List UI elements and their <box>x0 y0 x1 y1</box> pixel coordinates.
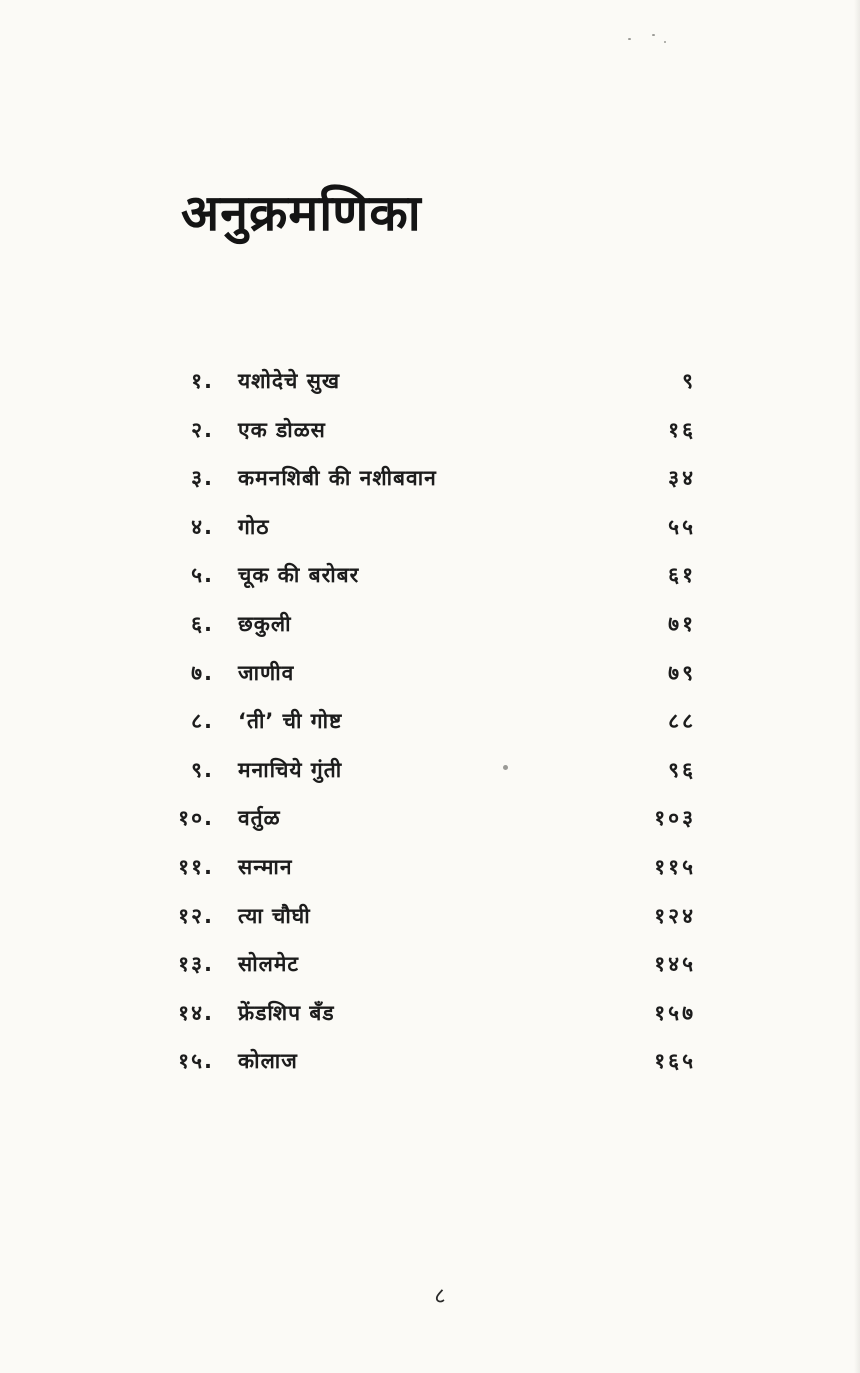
toc-entry <box>160 412 700 461</box>
paper-speck <box>664 41 666 43</box>
toc-entry-page: १६५ <box>654 1049 696 1074</box>
toc-entry-title: यशोदेचे सुख <box>238 369 341 393</box>
toc-entry-page: १२४ <box>654 903 696 928</box>
toc-entry-number: २. <box>191 417 214 442</box>
toc-entry-title: चूक की बरोबर <box>238 563 360 588</box>
toc-entry-title: सन्मान <box>238 854 293 879</box>
toc-entry-number: ६. <box>191 611 214 636</box>
toc-entry-title: कमनशिबी की नशीबवान <box>238 466 437 491</box>
toc-entry-page: १५७ <box>654 1000 696 1025</box>
toc-entry-number: १५. <box>178 1049 214 1074</box>
toc-entry-number: १. <box>191 369 214 393</box>
toc-entry-title: त्या चौघी <box>238 903 311 928</box>
toc-entry-number: ३. <box>191 466 214 491</box>
toc-entry-number: १०. <box>178 806 214 831</box>
toc-entry-title: सोलमेट <box>238 952 300 977</box>
toc-entry-page: ९ <box>682 369 696 393</box>
page-edge-shadow <box>854 0 860 1373</box>
toc-entry-page: ३४ <box>668 466 696 491</box>
toc-entry-page: ९६ <box>668 757 696 782</box>
toc-entry-title: गोठ <box>238 514 270 539</box>
toc-entry-page: ५५ <box>668 514 696 539</box>
toc-entry <box>160 655 700 704</box>
toc-entry-number: ५. <box>191 563 214 588</box>
toc-entry-title: जाणीव <box>238 660 295 685</box>
toc-entry-page: ७९ <box>668 660 696 685</box>
toc-entry-page: ६१ <box>668 563 696 588</box>
toc-entry-title: वर्तुळ <box>238 806 281 831</box>
toc-entry-number: १४. <box>178 1000 214 1025</box>
toc-entry <box>160 946 700 995</box>
toc-entry-number: १२. <box>178 903 214 928</box>
toc-entry-number: ११. <box>178 854 214 879</box>
toc-entry <box>160 557 700 606</box>
toc-entry <box>160 703 700 752</box>
toc-entry <box>160 1043 700 1092</box>
toc-entry-title: ‘ती’ ची गोष्ट <box>238 709 343 734</box>
toc-entry <box>160 995 700 1044</box>
toc-entry <box>160 849 700 898</box>
page-title: अनुक्रमणिका <box>181 184 422 242</box>
toc-entry-page: १४५ <box>654 952 696 977</box>
toc-entry <box>160 898 700 947</box>
toc-entry <box>160 752 700 801</box>
table-of-contents <box>160 363 700 1092</box>
toc-entry-number: ९. <box>191 757 214 782</box>
toc-entry-page: १०३ <box>654 806 696 831</box>
toc-entry-title: कोलाज <box>238 1049 298 1074</box>
toc-entry <box>160 800 700 849</box>
toc-entry-page: १६ <box>668 417 696 442</box>
toc-entry <box>160 363 700 412</box>
toc-entry-number: १३. <box>178 952 214 977</box>
toc-entry-title: मनाचिये गुंती <box>238 757 343 782</box>
toc-entry-page: ८८ <box>668 709 696 734</box>
toc-entry-page: ११५ <box>654 854 696 879</box>
toc-entry-title: फ्रेंडशिप बँड <box>238 1000 335 1025</box>
toc-entry-page: ७१ <box>668 611 696 636</box>
toc-entry-title: एक डोळस <box>238 417 326 442</box>
toc-entry-title: छकुली <box>238 611 292 636</box>
toc-entry <box>160 460 700 509</box>
toc-entry <box>160 509 700 558</box>
toc-entry <box>160 606 700 655</box>
page-number: ८ <box>434 1284 446 1309</box>
paper-speck <box>652 34 655 36</box>
toc-entry-number: ७. <box>191 660 214 685</box>
toc-entry-number: ८. <box>191 709 214 734</box>
toc-entry-number: ४. <box>191 514 214 539</box>
paper-speck <box>628 38 631 40</box>
